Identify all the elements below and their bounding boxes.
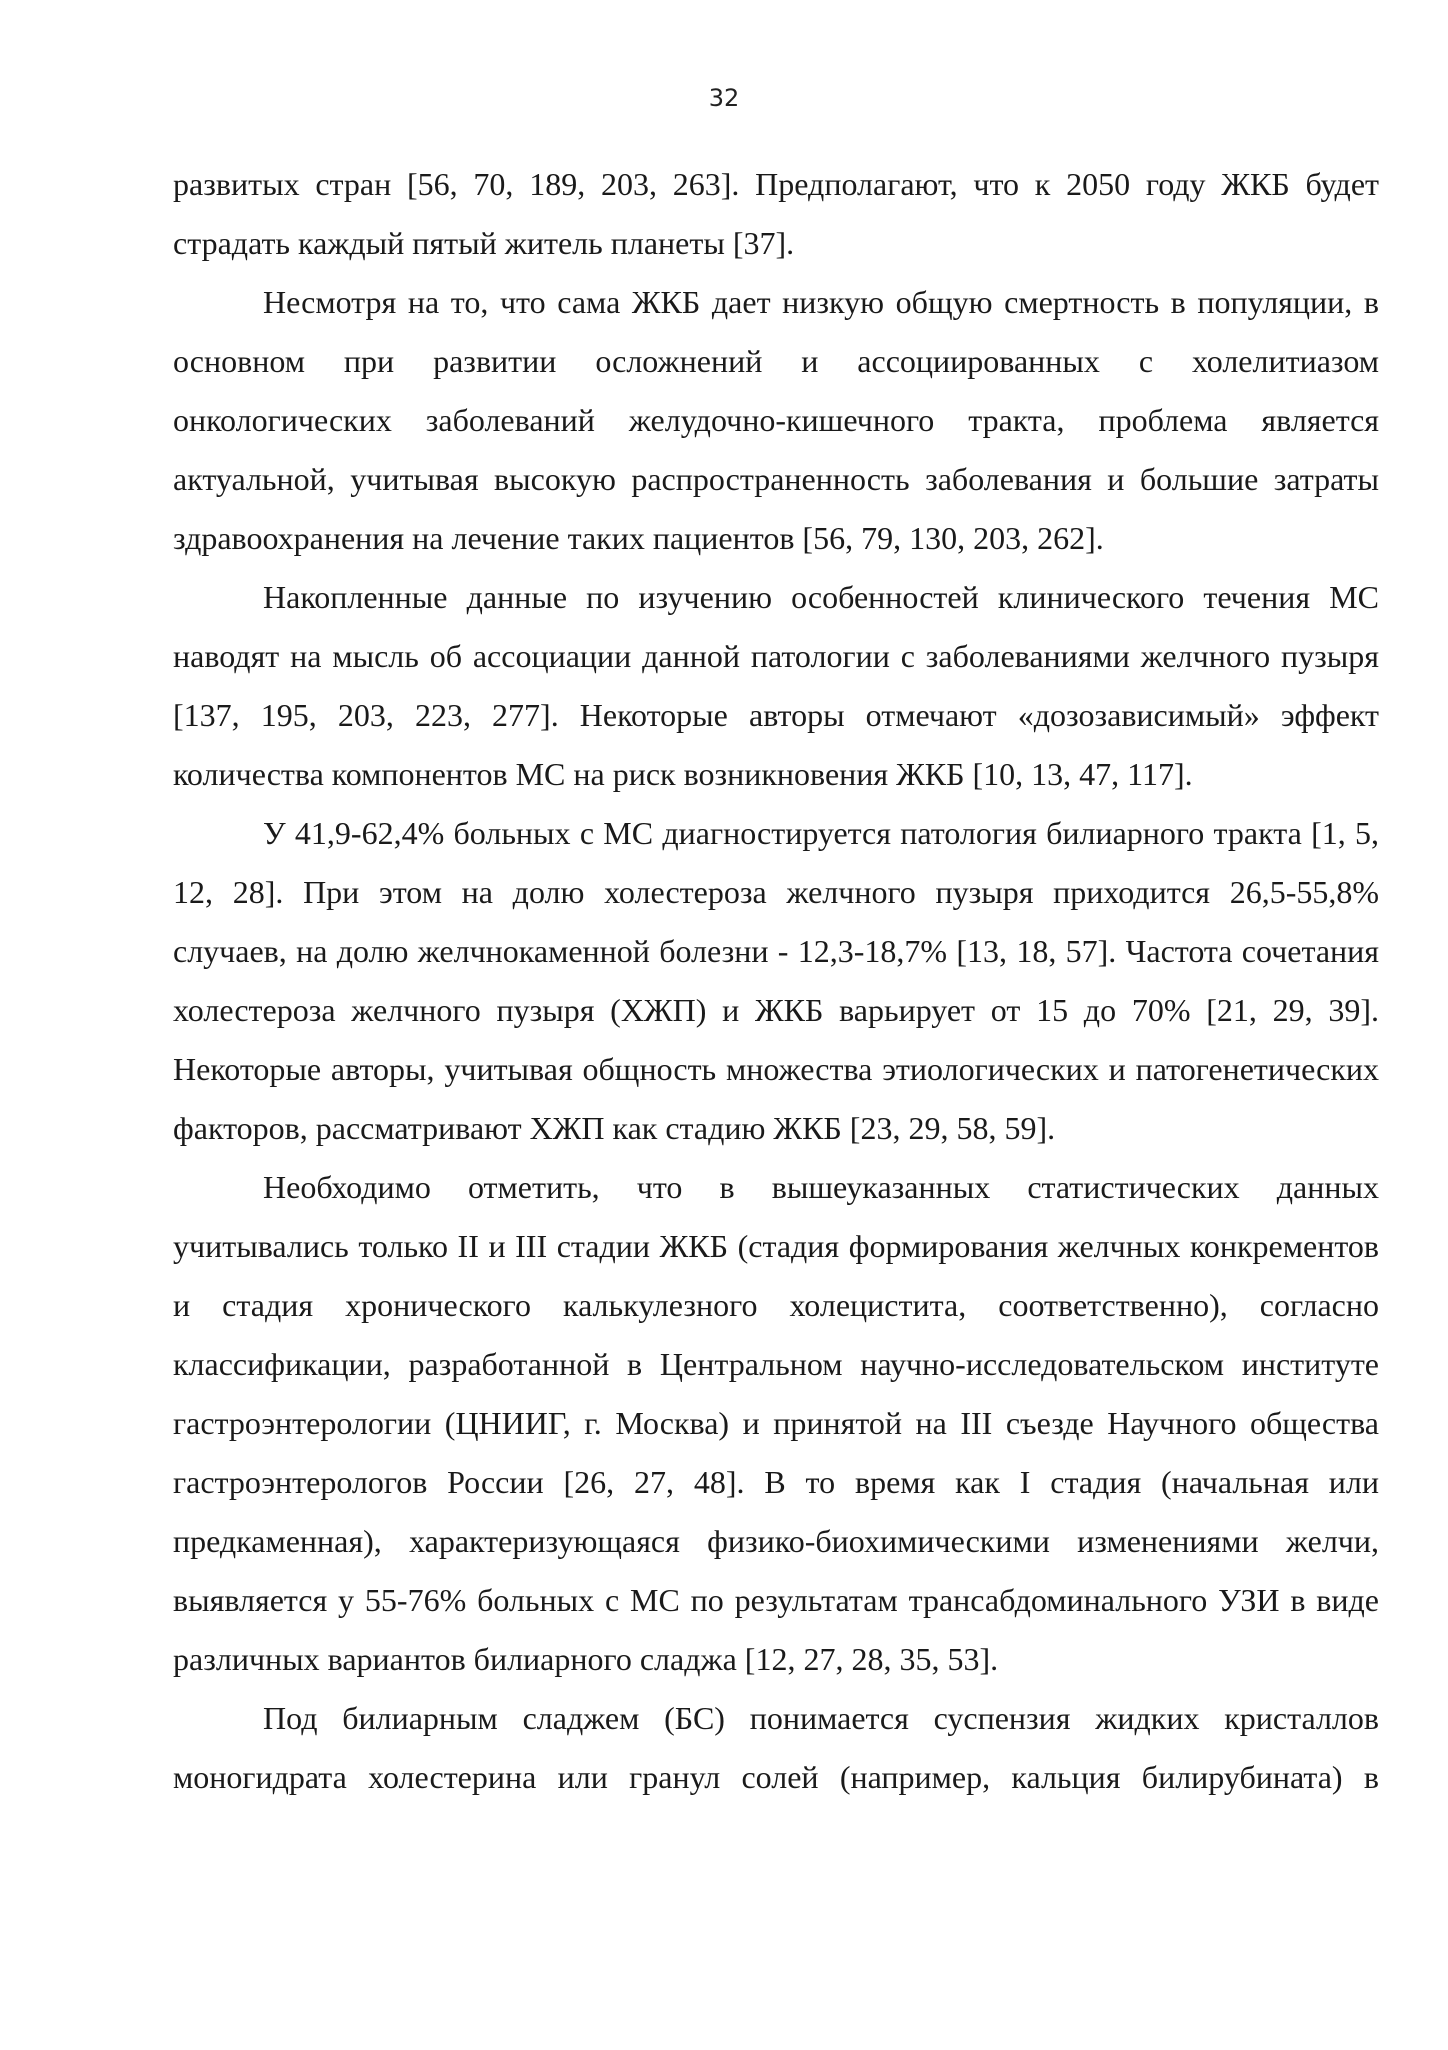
paragraph-continuation: развитых стран [56, 70, 189, 203, 263]. Предполагают, что к 2050 году ЖКБ будет страдать каждый пятый житель планеты [37]. (173, 166, 1379, 261)
paragraph-mortality: Несмотря на то, что сама ЖКБ дает низкую общую смертность в популяции, в основном при развитии осложнений и ассоциированных с холелитиазом онкологических заболеваний желудочно-кишечного тракта, проблема является актуальной, учитывая высокую распространенность заболевания и большие затраты здравоохранения на лечение таких пациентов [56, 79, 130, 203, 262]. (173, 284, 1379, 556)
paragraph-metabolic-syndrome: Накопленные данные по изучению особенностей клинического течения МС наводят на мысль об ассоциации данной патологии с заболеваниями желчного пузыря [137, 195, 203, 223, 277]. Некоторые авторы отмечают «дозозависимый» эффект количества компонентов МС на риск возникновения ЖКБ [10, 13, 47, 117]. (173, 579, 1379, 792)
paragraph-stages: Необходимо отметить, что в вышеуказанных статистических данных учитывались только II и III стадии ЖКБ (стадия формирования желчных конкрементов и стадия хронического калькулезного холецистита, соответственно), согласно классификации, разработанной в Центральном научно-исследовательском институте гастроэнтерологии (ЦНИИГ, г. Москва) и принятой на III съезде Научного общества гастроэнтерологов России [26, 27, 48]. В то время как I стадия (начальная или предкаменная), характеризующаяся физико-биохимическими изменениями желчи, выявляется у 55-76% больных с МС по результатам трансабдоминального УЗИ в виде различных вариантов билиарного сладжа [12, 27, 28, 35, 53]. (173, 1169, 1379, 1677)
page-number: 32 (708, 84, 740, 112)
paragraph-biliary-pathology: У 41,9-62,4% больных с МС диагностируется патология билиарного тракта [1, 5, 12, 28]. При этом на долю холестероза желчного пузыря приходится 26,5-55,8% случаев, на долю желчнокаменной болезни - 12,3-18,7% [13, 18, 57]. Частота сочетания холестероза желчного пузыря (ХЖП) и ЖКБ варьирует от 15 до 70% [21, 29, 39]. Некоторые авторы, учитывая общность множества этиологических и патогенетических факторов, рассматривают ХЖП как стадию ЖКБ [23, 29, 58, 59]. (173, 815, 1379, 1146)
body-text (173, 155, 1379, 1807)
paragraph-biliary-sludge: Под билиарным сладжем (БС) понимается суспензия жидких кристаллов моногидрата холестерина или гранул солей (например, кальция билирубината) в (173, 1700, 1379, 1795)
